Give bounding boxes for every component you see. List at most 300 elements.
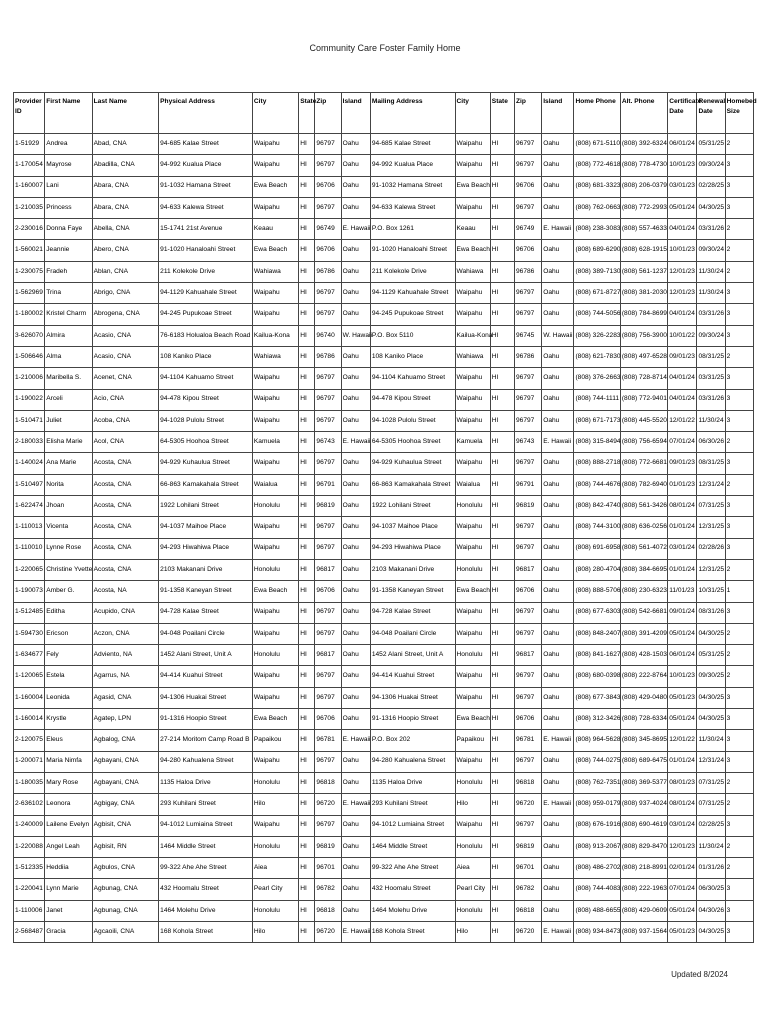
table-cell: Alma [45,346,92,367]
table-cell: Waipahu [252,815,298,836]
table-cell: Waipahu [455,538,490,559]
table-cell: (808) 959-0179 [574,794,620,815]
table-cell: (808) 561-1237 [620,261,667,282]
table-cell: 96817 [514,645,541,666]
table-cell: 96817 [514,559,541,580]
table-header-row [14,93,754,134]
table-cell: Donna Faye [45,219,92,240]
table-cell: (808) 841-1627 [574,645,620,666]
table-cell: 96797 [315,410,341,431]
table-cell: Papaikou [455,730,490,751]
table-cell: 2 [725,836,753,857]
table-cell: 96797 [315,389,341,410]
table-cell: HI [299,304,315,325]
table-cell: 96819 [315,836,341,857]
table-cell: 96720 [315,794,341,815]
table-cell: 1-210035 [14,197,45,218]
table-cell: 12/31/24 [697,751,725,772]
table-cell: (808) 728-6334 [620,709,667,730]
table-cell: 2-568487 [14,921,45,942]
table-cell: 96797 [315,815,341,836]
table-cell: 07/01/24 [668,879,697,900]
table-cell: Acol, CNA [92,432,159,453]
table-cell: (808) 621-7830 [574,346,620,367]
table-cell: 94-280 Kahualena Street [370,751,455,772]
table-cell: 96818 [315,772,341,793]
table-cell: (808) 677-6303 [574,602,620,623]
table-cell: (808) 561-3426 [620,496,667,517]
table-cell: 3 [725,410,753,431]
table-cell: Wahiawa [252,346,298,367]
table-cell: Honolulu [455,900,490,921]
table-cell: 03/31/26 [697,304,725,325]
table-cell: (808) 429-0609 [620,900,667,921]
table-cell: E. Hawaii [341,219,370,240]
table-cell: 12/01/23 [668,261,697,282]
table-cell: HI [490,453,514,474]
table-cell: (808) 744-4083 [574,879,620,900]
table-cell: Keaau [252,219,298,240]
table-cell: Oahu [341,687,370,708]
table-cell: (808) 345-8695 [620,730,667,751]
table-cell: HI [490,261,514,282]
table-cell: 94-929 Kuhaulua Street [159,453,253,474]
table-cell: 96797 [514,197,541,218]
table-cell: 91-1316 Hoopio Street [370,709,455,730]
table-cell: 96706 [315,581,341,602]
table-cell: 1-220065 [14,559,45,580]
table-cell: 03/31/25 [697,368,725,389]
table-cell: (808) 677-3843 [574,687,620,708]
table-cell: 2 [725,432,753,453]
table-cell: 09/01/23 [668,346,697,367]
table-cell: 02/28/26 [697,538,725,559]
table-cell: 2 [725,666,753,687]
table-cell: HI [490,900,514,921]
table-cell: 99-322 Ahe Ahe Street [370,858,455,879]
table-cell: 2 [725,134,753,155]
table-cell: Editha [45,602,92,623]
table-cell: 94-1129 Kahuahale Street [159,283,253,304]
table-cell: Oahu [542,772,574,793]
table-cell: 3 [725,538,753,559]
table-cell: Maria Nimfa [45,751,92,772]
table-row [14,368,754,389]
table-cell: (808) 888-2718 [574,453,620,474]
table-row [14,346,754,367]
table-cell: HI [299,496,315,517]
table-cell: HI [299,155,315,176]
table-cell: 1-160004 [14,687,45,708]
table-cell: HI [490,496,514,517]
table-cell: (808) 389-7130 [574,261,620,282]
table-cell: 1-622474 [14,496,45,517]
table-cell: 08/01/24 [668,496,697,517]
table-cell: (808) 829-8470 [620,836,667,857]
table-row [14,496,754,517]
table-cell: 02/28/25 [697,176,725,197]
table-cell: 94-478 Kipou Street [159,389,253,410]
table-cell: E. Hawaii [542,730,574,751]
table-cell: Oahu [341,836,370,857]
table-cell: 108 Kaniko Place [370,346,455,367]
table-cell: Oahu [341,496,370,517]
table-cell: 94-478 Kipou Street [370,389,455,410]
table-cell: (808) 381-2030 [620,283,667,304]
table-cell: (808) 384-6695 [620,559,667,580]
column-header: Zip [315,93,341,134]
table-cell: HI [490,538,514,559]
column-header: Zip [514,93,541,134]
table-cell: HI [299,858,315,879]
table-cell: 05/01/23 [668,921,697,942]
table-cell: 96797 [315,623,341,644]
table-cell: Oahu [542,709,574,730]
table-cell: Honolulu [455,645,490,666]
table-row [14,283,754,304]
table-cell: 2 [725,645,753,666]
table-cell: 94-1028 Pulolu Street [370,410,455,431]
table-cell: HI [490,219,514,240]
column-header: State [299,93,315,134]
table-cell: Oahu [542,517,574,538]
table-cell: Honolulu [455,836,490,857]
table-cell: Waipahu [252,666,298,687]
table-cell: HI [299,389,315,410]
table-row [14,836,754,857]
table-cell: Eleus [45,730,92,751]
table-cell: Acosta, CNA [92,496,159,517]
table-cell: Waipahu [455,623,490,644]
table-cell: (808) 762-7351 [574,772,620,793]
table-cell: 91-1032 Hamana Street [159,176,253,197]
table-cell: 1135 Haloa Drive [370,772,455,793]
table-cell: 96819 [514,836,541,857]
table-cell: Oahu [542,453,574,474]
table-cell: Waipahu [252,134,298,155]
table-cell: 08/31/26 [697,602,725,623]
table-cell: Agbigay, CNA [92,794,159,815]
table-cell: 1-190073 [14,581,45,602]
table-cell: 1-512485 [14,602,45,623]
updated-date: Updated 8/2024 [671,970,728,979]
column-header: Island [341,93,370,134]
column-header: State [490,93,514,134]
table-cell: (808) 312-3426 [574,709,620,730]
table-cell: Waipahu [455,453,490,474]
table-cell: 3 [725,389,753,410]
table-cell: 09/01/23 [668,453,697,474]
table-cell: Acosta, NA [92,581,159,602]
table-cell: 3 [725,709,753,730]
table-cell: Waipahu [252,283,298,304]
table-row [14,538,754,559]
table-cell: Agbayani, CNA [92,772,159,793]
table-cell: 3 [725,368,753,389]
table-cell: 1-110010 [14,538,45,559]
table-row [14,623,754,644]
table-cell: E. Hawaii [341,730,370,751]
table-cell: (808) 557-4633 [620,219,667,240]
table-cell: (808) 315-8494 [574,432,620,453]
table-cell: 94-1012 Lumiaina Street [370,815,455,836]
table-row [14,410,754,431]
column-header: Last Name [92,93,159,134]
table-cell: 1922 Lohilani Street [370,496,455,517]
table-cell: HI [299,240,315,261]
table-cell: 12/01/23 [668,283,697,304]
table-cell: Honolulu [455,496,490,517]
table-cell: 94-245 Pupukoae Street [370,304,455,325]
table-cell: Ewa Beach [252,709,298,730]
table-cell: 03/31/26 [697,219,725,240]
table-cell: HI [490,134,514,155]
table-cell: Honolulu [252,559,298,580]
table-cell: (808) 744-1111 [574,389,620,410]
table-cell: 2-120075 [14,730,45,751]
table-cell: (808) 778-4730 [620,155,667,176]
table-cell: 12/31/25 [697,559,725,580]
table-cell: (808) 326-2283 [574,325,620,346]
table-cell: Acosta, CNA [92,474,159,495]
table-cell: 108 Kaniko Place [159,346,253,367]
table-cell: 2 [725,794,753,815]
table-cell: 11/30/24 [697,730,725,751]
table-cell: Gracia [45,921,92,942]
table-cell: Oahu [542,368,574,389]
table-cell: 96706 [514,176,541,197]
table-cell: 432 Hoomalu Street [159,879,253,900]
table-cell: (808) 691-6958 [574,538,620,559]
table-cell: 96797 [514,666,541,687]
table-cell: (808) 782-6940 [620,474,667,495]
table-cell: 96782 [514,879,541,900]
table-cell: 1-160014 [14,709,45,730]
table-cell: Hilo [455,794,490,815]
table-cell: Oahu [542,559,574,580]
table-cell: 05/01/24 [668,623,697,644]
table-cell: 94-685 Kalae Street [370,134,455,155]
table-cell: 94-1028 Pulolu Street [159,410,253,431]
table-cell: Honolulu [455,559,490,580]
table-cell: 04/30/25 [697,197,725,218]
table-row [14,304,754,325]
table-cell: HI [299,730,315,751]
table-cell: 03/01/23 [668,176,697,197]
table-cell: 1-562969 [14,283,45,304]
table-cell: 05/01/23 [668,687,697,708]
table-row [14,751,754,772]
table-cell: 96786 [514,346,541,367]
table-cell: Abara, CNA [92,197,159,218]
table-cell: (808) 964-5628 [574,730,620,751]
table-cell: (808) 676-1916 [574,815,620,836]
table-cell: 96791 [514,474,541,495]
provider-table [13,92,757,943]
table-cell: Honolulu [252,900,298,921]
table-cell: (808) 671-7173 [574,410,620,431]
table-cell: 07/31/25 [697,496,725,517]
table-cell: 3 [725,325,753,346]
table-cell: 3 [725,921,753,942]
table-cell: HI [490,389,514,410]
table-cell: 91-1358 Kaneyan Street [159,581,253,602]
table-cell: 15-1741 21st Avenue [159,219,253,240]
table-cell: 94-929 Kuhaulua Street [370,453,455,474]
table-cell: 09/30/24 [697,240,725,261]
table-cell: HI [490,666,514,687]
table-cell: 11/30/24 [697,261,725,282]
table-cell: 06/30/25 [697,879,725,900]
table-cell: 04/01/24 [668,389,697,410]
table-cell: 96797 [514,410,541,431]
table-cell: Oahu [341,709,370,730]
table-cell: Kristel Charm [45,304,92,325]
table-cell: HI [299,410,315,431]
table-cell: 96745 [514,325,541,346]
table-row [14,176,754,197]
table-cell: HI [490,836,514,857]
table-cell: 96720 [514,794,541,815]
column-header: Provider ID [14,93,45,134]
table-cell: Acoba, CNA [92,410,159,431]
table-cell: 293 Kuhilani Street [159,794,253,815]
table-cell: HI [299,261,315,282]
table-cell: 1-110006 [14,900,45,921]
table-cell: 3 [725,155,753,176]
table-cell: Waipahu [252,751,298,772]
table-cell: 08/31/25 [697,453,725,474]
table-cell: 05/01/24 [668,900,697,921]
table-cell: 94-633 Kalewa Street [159,197,253,218]
table-cell: 94-1104 Kahuamo Street [159,368,253,389]
table-cell: HI [299,432,315,453]
table-cell: 1-506646 [14,346,45,367]
table-cell: Ana Marie [45,453,92,474]
table-cell: Agbayani, CNA [92,751,159,772]
table-cell: HI [299,219,315,240]
table-cell: HI [299,879,315,900]
table-cell: 1-230075 [14,261,45,282]
table-cell: Oahu [341,815,370,836]
table-cell: 2 [725,219,753,240]
table-cell: 96797 [514,368,541,389]
table-cell: 09/01/24 [668,602,697,623]
table-cell: Honolulu [252,836,298,857]
table-cell: 1452 Alani Street, Unit A [370,645,455,666]
table-cell: 96797 [315,751,341,772]
table-cell: 1-160007 [14,176,45,197]
table-cell: 08/01/23 [668,772,697,793]
table-cell: (808) 671-8727 [574,283,620,304]
table-cell: (808) 222-8764 [620,666,667,687]
table-cell: 1-51929 [14,134,45,155]
table-row [14,921,754,942]
table-cell: 96781 [514,730,541,751]
table-cell: Trina [45,283,92,304]
table-cell: Oahu [341,410,370,431]
table-cell: 2 [725,772,753,793]
table-cell: Mary Rose [45,772,92,793]
table-cell: 94-992 Kualua Place [159,155,253,176]
table-cell: (808) 744-3100 [574,517,620,538]
column-header: Physical Address [159,93,253,134]
table-cell: Waipahu [252,453,298,474]
table-cell: HI [299,453,315,474]
table-cell: (808) 689-6475 [620,751,667,772]
table-cell: E. Hawaii [542,219,574,240]
table-cell: (808) 762-0663 [574,197,620,218]
table-cell: 96797 [514,538,541,559]
table-cell: Oahu [341,772,370,793]
table-cell: HI [490,283,514,304]
table-cell: Agbisit, CNA [92,815,159,836]
table-cell: 01/01/24 [668,559,697,580]
table-cell: Oahu [341,304,370,325]
table-cell: Lynn Marie [45,879,92,900]
table-row [14,858,754,879]
table-cell: 94-1012 Lumiaina Street [159,815,253,836]
table-cell: Amber G. [45,581,92,602]
table-cell: 1-190022 [14,389,45,410]
table-row [14,687,754,708]
table-cell: Honolulu [252,496,298,517]
table-cell: Oahu [542,815,574,836]
table-cell: 96706 [514,709,541,730]
table-cell: Andrea [45,134,92,155]
table-cell: 2103 Makanani Drive [370,559,455,580]
table-cell: 96786 [315,261,341,282]
table-cell: Oahu [341,517,370,538]
table-cell: 3 [725,304,753,325]
table-cell: Waipahu [455,751,490,772]
table-cell: Agbalog, CNA [92,730,159,751]
column-header: Alt. Phone [620,93,667,134]
table-cell: 1-240009 [14,815,45,836]
table-cell: (808) 280-4704 [574,559,620,580]
table-cell: Ewa Beach [252,176,298,197]
table-cell: Juliet [45,410,92,431]
table-cell: 04/30/25 [697,623,725,644]
table-cell: 96797 [514,453,541,474]
table-cell: Agcaoili, CNA [92,921,159,942]
table-cell: 12/01/22 [668,730,697,751]
table-cell: (808) 628-1915 [620,240,667,261]
table-cell: 96701 [514,858,541,879]
table-cell: 94-293 Hiwahiwa Place [159,538,253,559]
table-cell: Waipahu [455,304,490,325]
table-cell: 12/01/22 [668,410,697,431]
table-cell: 96797 [514,623,541,644]
table-cell: 94-1104 Kahuamo Street [370,368,455,389]
table-cell: 94-728 Kalae Street [159,602,253,623]
table-cell: HI [490,176,514,197]
table-cell: HI [299,283,315,304]
table-cell: 96706 [315,240,341,261]
table-cell: 293 Kuhilani Street [370,794,455,815]
table-cell: Honolulu [252,772,298,793]
table-cell: 1464 Middle Street [370,836,455,857]
table-cell: Waialua [455,474,490,495]
table-cell: 07/31/25 [697,794,725,815]
table-cell: HI [490,623,514,644]
table-cell: E. Hawaii [341,432,370,453]
table-cell: 94-728 Kalae Street [370,602,455,623]
table-cell: HI [299,581,315,602]
table-cell: 11/01/23 [668,581,697,602]
table-cell: 2 [725,474,753,495]
table-cell: 3-626070 [14,325,45,346]
